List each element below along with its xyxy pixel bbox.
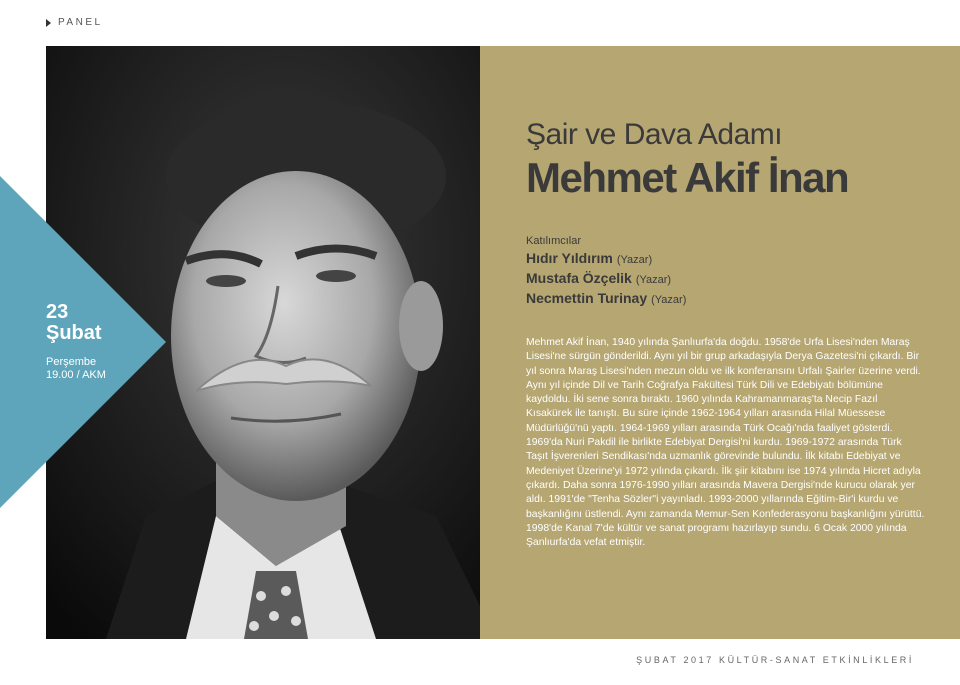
participants-list <box>526 249 686 309</box>
participants-label: Katılımcılar <box>526 235 582 247</box>
event-month: Şubat <box>46 322 102 344</box>
triangle-bullet-icon <box>46 19 51 27</box>
participant-item <box>526 249 686 269</box>
event-time-place: 19.00 / AKM <box>46 369 106 381</box>
participant-role: (Yazar) <box>616 254 653 266</box>
participant-role: (Yazar) <box>635 274 672 286</box>
footer-text: ŞUBAT 2017 KÜLTÜR-SANAT ETKİNLİKLERİ <box>636 655 914 665</box>
participant-name: Hıdır Yıldırım <box>526 250 613 266</box>
info-panel <box>480 46 960 639</box>
section-label <box>46 17 103 28</box>
participant-role: (Yazar) <box>651 294 687 306</box>
participant-name: Necmettin Turinay <box>526 290 648 306</box>
event-weekday: Perşembe <box>46 356 97 368</box>
section-label-text: PANEL <box>58 17 103 28</box>
event-day: 23 <box>46 301 69 323</box>
event-subtitle: Şair ve Dava Adamı <box>526 118 783 151</box>
participant-item <box>526 269 686 289</box>
participant-item <box>526 289 686 309</box>
participant-name: Mustafa Özçelik <box>526 270 632 286</box>
biography-text: Mehmet Akif İnan, 1940 yılında Şanlıurfa'da doğdu. 1958'de Urfa Lisesi'nden Maraş Lisesi'ne sürgün gönderildi. Aynı yıl bir grup arkadaşıyla Derya Gazetesi'ni çıkardı. Bir yıl sonra Maraş Lisesi'nden mezun oldu ve ilk konferansını Urfalı Şairler üzerine verdi. Aynı yıl içinde Dil ve Tarih Coğrafya Fakültesi Türk Dili ve Edebiyatı bölümüne kaydoldu. İki sene sonra bıraktı. 1960 yılında Kahramanmaraş'ta Necip Fazıl Kısakürek ile tanıştı. Bu süre içinde 1962-1964 yılları arasında Hilal Müessese Müdürlüğü'nü yaptı. 1964-1969 yılları arasında Türk Ocağı'nda faaliyet gösterdi. 1969'da Nuri Pakdil ile birlikte Edebiyat Dergisi'ni kurdu. 1969-1972 arasında Türk Taşıt İşverenleri Sendikası'nda uzmanlık görevinde bulundu. İlk kitabı Edebiyat ve Medeniyet Üzerine'yi 1972 yılında çıkardı. İlk şiir kitabını ise 1974 yılında Hicret adıyla çıkardı. Daha sonra 1976-1990 yılları arasında Mavera Dergisi'nde kurucu olarak yer aldı. 1991'de "Tenha Sözler"i yayınladı. 1993-2000 yıllarında Eğitim-Bir'i kurdu ve başkanlığını üstlendi. Aynı zamanda Memur-Sen Konfederasyonu başkanlığını yürüttü. 1998'de Kanal 7'de kültür ve sanat programı hazırlayıp sundu. 6 Ocak 2000 yılında Şanlıurfa'da vefat etmiştir. <box>526 337 925 549</box>
event-title: Mehmet Akif İnan <box>526 154 849 201</box>
